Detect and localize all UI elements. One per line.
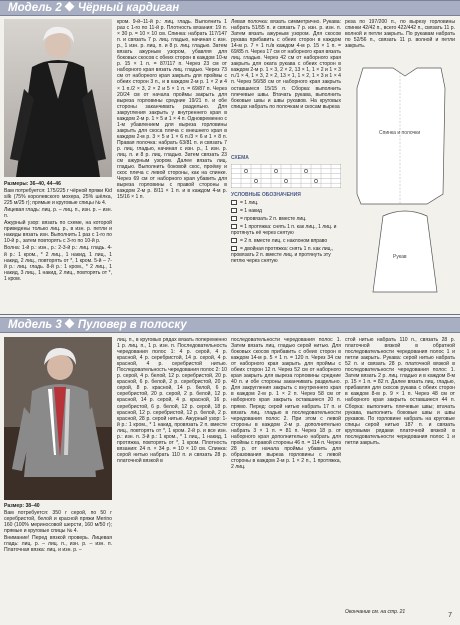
continued-note: Окончание см. на стр. 21 — [345, 609, 406, 615]
back-label: Спинка и полочки — [379, 130, 421, 136]
back-instructions: кром. 9-й–11-й р.: лиц. гладь. Выполнить 1 раз с 1-го по 11-й р. Плотность вязания: 19 п. × 30 р. = 10 × 10 см. Спинка: набрать 117/147 п. и связать 7 р. лиц. гладью, начиная с изн. р., 1 изн. р. лиц. п. и 8 р. лиц. гладью. Затем вязать ажурным узором, убавляя для боковых скосов с обеих сторон в каждом 10-м р. 15 × 1 п. = 87/117 п. Через 23 см от наборного края вязать лиц. гладью. Через 73 см от наборного края закрыть для проймы с обеих сторон 3 п., и в каждом 2-м р. 1 × 2 и 4 × 1 п./2 × 3, 2 × 2 и 5 × 1 п. = 69/87 п. Через 20/24 см от начала проймы закрыть для выреза горловины средние 19/21 п. и обе стороны заканчивать раздельно. Для закругления закрыть у внутреннего края в каждом 2-м р. 1 × 5 и 1 × 4 п. Одновременно с 1-м убавлением для выреза горловины закрыть для скоса плеча с внешнего края в каждом 2-м р. 3 × 5 и 1 × 6 п./3 × 6 и 1 × 8 п. Правая полочка: набрать 63/81 п. и связать 7 р. лиц. гладью, начиная с изн. р., 1 изн. р. лиц. п. и 8 р. лиц. гладью. Затем связать 23 см ажурным узором. Далее вязать лиц. гладью. Выполнить боковой скос, проёму и скос плеча с левой стороны, как на спинке. Через 69 см от наборного края убавить для выреза горловины с правой стороны в каждом 2-м р. 8/11 × 1 п. и в каждом 4-м р. 15/16 × 1 п. — [117, 19, 227, 201]
model-2-number: Модель 2 — [8, 2, 62, 14]
model-2-header — [0, 0, 460, 16]
lace-chart — [231, 164, 341, 188]
stockinette-text: Лицевая гладь: лиц. р. – лиц. п., изн. р. – изн. п. — [4, 207, 112, 220]
pullover-photo — [4, 337, 112, 500]
right-decrease-symbol-icon — [231, 238, 237, 243]
pattern-diagram — [345, 62, 455, 306]
model-3-intro-column — [4, 503, 112, 621]
section-divider — [0, 314, 460, 315]
gauge-note-text: Внимание! Перед вязкой проверь. Лицевая гладь: лиц. р. – лиц. п., изн. р. – изн. п. Платочная вязка: лиц. и изн. р. – — [4, 535, 112, 554]
sleeve-label: Рукав — [393, 254, 407, 260]
legend-item: = 1 накид — [231, 208, 341, 214]
yarn-over-symbol-icon — [231, 208, 237, 213]
legend-item: = провязать 2 п. вместе лиц. — [231, 216, 341, 222]
sizes-text: Размеры: 36–40, 44–46 — [4, 181, 61, 187]
legend-item: = 2 п. вместе лиц. с наклоном вправо — [231, 238, 341, 244]
model-3-column-3 — [231, 337, 341, 621]
model-3-name: Пуловер в полоску — [77, 319, 187, 331]
double-decrease-symbol-icon — [231, 246, 237, 251]
sleeve-instructions: Левая полочка: вязать симметрично. Рукава: набрать 51/55 п. и связать 7 р. изн. р. изн. п. Затем вязать ажурным узором. Для скосов рукава прибавить с обеих сторон в каждом 14-м р. 7 × 1 п./в каждом 4-м р. 15 × 1 п. = 69/85 п. Через 17 см от наборного края вязать лиц. гладью. Через 42 см от наборного края закрыть для оката рукава с обеих сторон в каждом 2-м р. 1 × 3, 2 × 2, 13 × 1, 1 × 2 и 1 × 3 п./1 × 4, 1 × 3, 2 × 2, 13 × 1, 1 × 2, 1 × 3 и 1 × 4 п. Через 56/58 см от наборного края закрыть оставшиеся 15/15 п. Сборка: выполнить плечевые швы. Втачать рукава, выполнить боковые швы и швы рукавов. На круговых спицах набрать по полочкам и скосам выреза — [231, 19, 341, 110]
knit-symbol-icon — [231, 200, 237, 205]
assembly-instructions: реза по 197/200 п., по вырезу горловины спинки 42/42 п., всего 422/442 п., связать 11 р. волной и петли закрыть. По рукавам набрать по 52/56 п., связать 11 р. волной и петли закрыть. — [345, 19, 455, 50]
lace-pattern-text: Ажурный узор: вязать по схеме, на которой приведены только лиц. р., в изн. р. петли и накиды вязать изн. Выполнить 1 раз с 1-го по 10-й р., затем повторять с 3-го по 10-й р. — [4, 220, 112, 245]
legend-list — [231, 200, 341, 310]
model-2-column-4 — [345, 19, 455, 59]
k2tog-symbol-icon — [231, 216, 237, 221]
legend-item: = двойная протяжка: снять 1 п. как лиц., провязать 2 п. вместе лиц. и протянуть эту петлю через снятую — [231, 246, 334, 264]
schema-label: СХЕМА — [231, 155, 249, 161]
materials-text: Вам потребуется: 350 г серой, по 50 г серебристой, белой и красной пряжи Merino 160 (100% мериносовой шерсти, 160 м/50 г); прямые и круговые спицы № 4. — [4, 510, 112, 535]
model-3-column-4 — [345, 337, 455, 607]
model-3-column-2 — [117, 337, 227, 621]
legend-item: = 1 лиц. — [231, 200, 341, 206]
stripes-instructions: лиц. п., в круговых рядах вязать попеременно 1 р. лиц. п., 1 р. изн. п. Последовательность чередования полос 1: 4 р. серой, 4 р. красной, 4 р. серебристой, 14 р. серой, 4 р. красной, 4 р. серебристой нитью. Последовательность чередования полос 2: 10 р. серой, 4 р. белой, 12 р. серебристой, 20 р. красной, 6 р. белой, 2 р. серебристой, 20 р. серой, 8 р. красной, 14 р. белой, 6 р. серебристой, 20 р. серой, 2 р. белой, 12 р. красной, 14 р. серой, 4 р. красной, 16 р. серебристой, 6 р. белой, 12 р. серой, 18 р. красной, 12 р. серебристой, 12 р. белой, 2 р. красной, 28 р. серой нитью. Ажурный узор: 1-й р.: 1 кром., * 1 накид, провязать 2 п. вместе лиц., повторять от *, 1 кром. 2-й р. и все изн. р.: изн. п. 3-й р.: 1 кром., * 1 лиц., 1 накид, 1 протяжка, повторять от *, 1 кром. Плотность вязания: 24 п. × 34 р. = 10 × 10 см. Спинка: серой нитью набрать 110 п. и связать 28 р. платочной вязкой в — [117, 337, 227, 464]
model-2-column-3 — [231, 19, 341, 153]
cardigan-photo — [4, 19, 112, 177]
diamond-icon — [64, 319, 74, 329]
ssk-symbol-icon — [231, 224, 237, 229]
wave-pattern-text: Волна: 1-й р.: изн., р.: 2-3-й р.: лиц. гладь. 4-й р.: 1 кром., * 2 лиц., 1 накид, 1 лиц., 1 накид, 2 лиц., повторять от *, 1 кром. 5-й – 7-й р.: лиц. гладь. 8-й р.: 1 кром., * 2 лиц., 1 накид, 3 лиц., 1 накид, 2 лиц., повторять от *, 1 кром. — [4, 245, 112, 282]
front-instructions: последовательности чередования полос 1. Затем вязать лиц. гладью серой нитью. Для боковых скосов прибавить с обеих сторон в каждом 14-м р. 5 × 1 п. = 120 п. Через 34 см от наборного края закрыть для проймы с обеих сторон 12 п. Через 52 см от наборного края закрыть для выреза горловины средние 40 п. и обе стороны заканчивать раздельно. Для закругления закрыть с внутреннего края в каждом 2-м р. 1 × 2 п. Через 58 см от наборного края закрыть оставшиеся 20 п. прямо. Перед: серой нитью набрать 17 п. и вязать лиц. гладью в последовательности чередования полос 2. При этом с левой стороны в каждом 2-м р. дополнительно набрать 3 × 1 п. = 81 п. Через 18 р. от наборного края дополнительно набрать для проймы с правой стороны 46 п. = 114 п. Через 28 р. от начала проймы убавить для образования выреза горловины с левой стороны в каждом 2-м р. 1 × 2 п., 1 протяжка, 2 лиц. — [231, 337, 341, 470]
diamond-icon — [64, 2, 74, 12]
page-number: 7 — [448, 612, 452, 619]
sizes-text: Размер: 38–40 — [4, 503, 40, 509]
legend-item: = 1 протяжка: снять 1 п. как лиц., 1 лиц. и протянуть её через снятую — [231, 224, 337, 236]
model-3-header — [0, 317, 460, 333]
model-3-number: Модель 3 — [8, 319, 62, 331]
model-2-intro-column — [4, 181, 112, 309]
sleeves-assembly-instructions: стой нитью набрать 110 п., связать 28 р. платочной вязкой в обратной последовательности чередования полос 1 и петли закрыть. Рукава: серой нитью набрать 52 п. и связать 28 р. платочной вязкой в последовательности чередования полос 1. Затем вязать 2 р. лиц. гладью и в каждом 8-м р. 15 × 1 п. = 82 п. Далее вязать лиц. гладью, прибавляя для скосов рукава с обеих сторон в каждом 8-м р. 9 × 1 п. Через 48 см от наборного края закрыть оставшиеся 44 п. Сборка: выполнить плечевые швы; втачать рукава, выполнить боковые швы и швы рукавов. По горловине набрать на круговые спицы серой нитью 187 п. и связать круговыми рядами платочной вязкой в последовательности чередования полос 1 и петли закрыть. — [345, 337, 455, 446]
legend-title: УСЛОВНЫЕ ОБОЗНАЧЕНИЯ — [231, 192, 301, 198]
model-2-name: Чёрный кардиган — [77, 2, 180, 14]
model-2-column-2 — [117, 19, 227, 309]
materials-text: Вам потребуется: 175/225 г чёрной пряжи Kid silk (75% королевского мохера, 25% шёлка, 225 м/25 г); прямые и круговые спицы № 4. — [4, 188, 112, 207]
